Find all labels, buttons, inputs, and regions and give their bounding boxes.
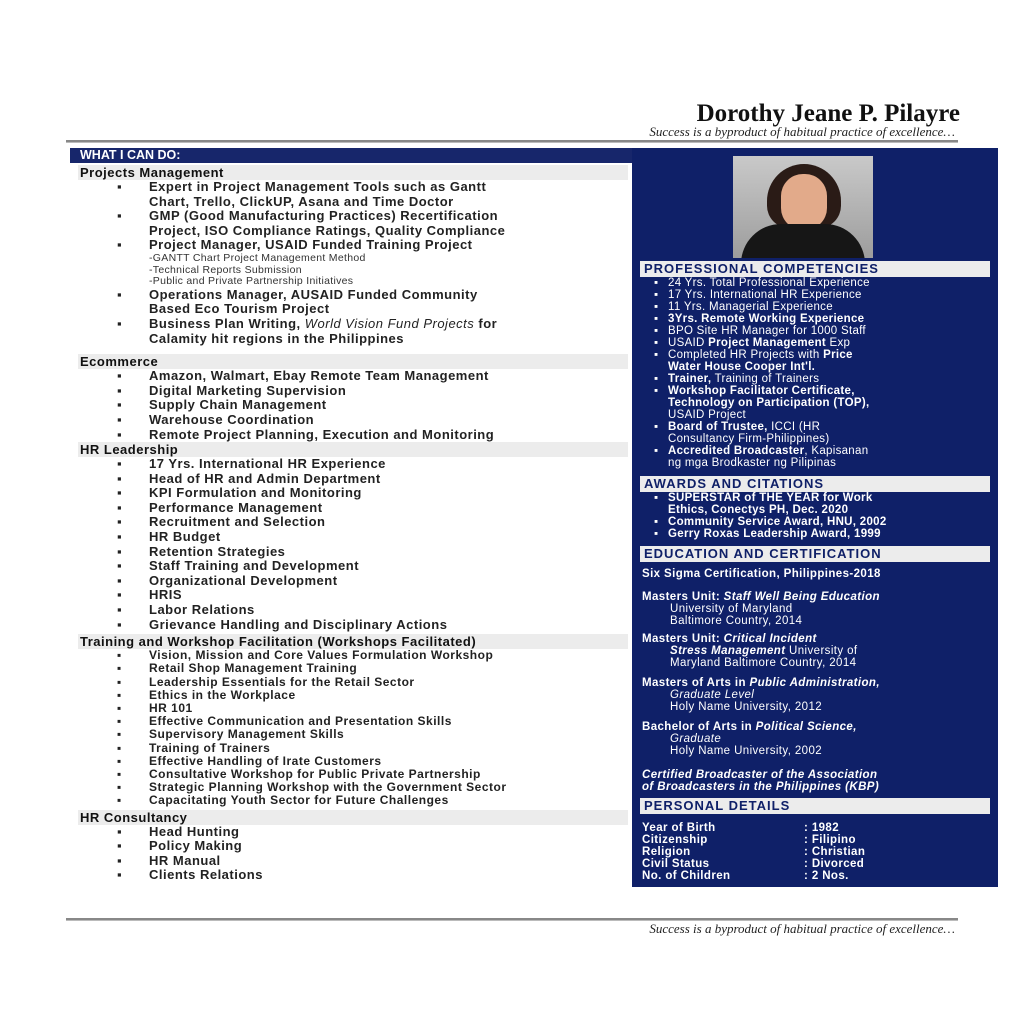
list-item-continued: Consultancy Firm-Philippines) (668, 433, 830, 445)
list-item: ▪ Vision, Mission and Core Values Formulation Workshop (117, 648, 494, 663)
list-item: ▪ Retention Strategies (117, 543, 286, 559)
list-item: ▪ Capacitating Youth Sector for Future Challenges (117, 793, 449, 808)
list-item: ▪ Operations Manager, AUSAID Funded Community (117, 286, 478, 302)
section-heading-hr-leadership: HR Leadership (78, 442, 628, 457)
competencies-list (644, 277, 994, 469)
resume-name: Dorothy Jeane P. Pilayre (696, 100, 960, 127)
list-item: ▪ Remote Project Planning, Execution and Monitoring (117, 426, 495, 442)
list-item: ▪ Effective Handling of Irate Customers (117, 753, 382, 768)
list-item: ▪ Workshop Facilitator Certificate, (654, 385, 855, 397)
list-item-continued: Calamity hit regions in the Philippines (149, 330, 404, 346)
section-heading-training: Training and Workshop Facilitation (Workshops Facilitated) (78, 634, 628, 649)
list-item-continued: ng mga Brodkaster ng Pilipinas (668, 457, 837, 469)
education-item: Six Sigma Certification, Philippines-2018 (642, 568, 881, 580)
list-item: ▪ Expert in Project Management Tools such as Gantt (117, 179, 487, 194)
list-item: ▪ Retail Shop Management Training (117, 661, 358, 676)
list-item: ▪ Trainer, Training of Trainers (654, 373, 820, 385)
list-item: ▪ HRIS (117, 587, 183, 603)
personal-details (642, 822, 982, 882)
detail-row: No. of Children : 2 Nos. (642, 870, 849, 882)
section-heading-projects: Projects Management (78, 165, 628, 180)
list-item: ▪ Head Hunting (117, 823, 240, 839)
profile-panel (632, 148, 998, 887)
list-item: ▪ Warehouse Coordination (117, 411, 315, 427)
consultancy-list (78, 825, 628, 883)
list-item: ▪ Effective Communication and Presentation Skills (117, 714, 452, 729)
list-item: ▪ Digital Marketing Supervision (117, 382, 347, 398)
detail-row: Religion : Christian (642, 846, 866, 858)
header-tagline: Success is a byproduct of habitual practice of excellence… (649, 124, 955, 139)
list-item-continued: Ethics, Conectys PH, Dec. 2020 (668, 504, 849, 516)
list-item: ▪ HR 101 (117, 701, 193, 716)
list-item-continued: Chart, Trello, ClickUP, Asana and Time Doctor (149, 193, 454, 209)
list-item: ▪ Project Manager, USAID Funded Training Project (117, 237, 473, 253)
skills-column (78, 165, 628, 883)
list-item: ▪ KPI Formulation and Monitoring (117, 485, 362, 501)
list-item: ▪ Business Plan Writing, World Vision Fund Projects for (117, 315, 498, 331)
list-item: ▪ Training of Trainers (117, 740, 271, 755)
sub-item: -Public and Private Partnership Initiatives (149, 275, 354, 288)
what-i-can-do-title: WHAT I CAN DO: (70, 148, 632, 163)
list-item-continued: Technology on Participation (TOP), (668, 397, 870, 409)
list-item-continued: Based Eco Tourism Project (149, 301, 330, 317)
section-heading-education: EDUCATION AND CERTIFICATION (640, 546, 990, 562)
list-item: ▪ Head of HR and Admin Department (117, 470, 381, 486)
list-item: ▪ Labor Relations (117, 602, 255, 618)
list-item: ▪ Completed HR Projects with Price (654, 349, 853, 361)
section-heading-competencies: PROFESSIONAL COMPETENCIES (640, 261, 990, 277)
list-item: ▪ Supervisory Management Skills (117, 727, 345, 742)
education-item: Masters Unit: Staff Well Being Education University of Maryland Baltimore Country, 2014 (642, 591, 880, 627)
footer-tagline: Success is a byproduct of habitual practice of excellence… (649, 921, 955, 936)
list-item: ▪ Strategic Planning Workshop with the Government Sector (117, 780, 507, 795)
list-item: ▪ Consultative Workshop for Public Private Partnership (117, 767, 481, 782)
list-item: ▪ Clients Relations (117, 867, 263, 883)
education-item: Masters of Arts in Public Administration, Graduate Level Holy Name University, 2012 (642, 677, 880, 713)
section-heading-personal: PERSONAL DETAILS (640, 798, 990, 814)
list-item: ▪ Policy Making (117, 838, 243, 854)
list-item: ▪ 17 Yrs. International HR Experience (117, 456, 386, 472)
ecommerce-list (78, 369, 628, 442)
list-item: ▪ Recruitment and Selection (117, 514, 326, 530)
detail-row: Year of Birth : 1982 (642, 822, 840, 834)
list-item: ▪ Supply Chain Management (117, 397, 327, 413)
section-heading-hr-consultancy: HR Consultancy (78, 810, 628, 825)
list-item: ▪ BPO Site HR Manager for 1000 Staff (654, 325, 866, 337)
list-item: ▪ Community Service Award, HNU, 2002 (654, 516, 887, 528)
detail-row: Citizenship : Filipino (642, 834, 856, 846)
education-item: Masters Unit: Critical Incident Stress Management University of Maryland Baltimore Country, 2014 (642, 633, 858, 669)
list-item: ▪ Ethics in the Workplace (117, 687, 296, 702)
profile-photo (733, 156, 873, 258)
section-heading-ecommerce: Ecommerce (78, 354, 628, 369)
sub-item: -Technical Reports Submission (149, 263, 302, 276)
list-item-continued: USAID Project (668, 409, 747, 421)
detail-row: Civil Status : Divorced (642, 858, 865, 870)
training-list (78, 649, 628, 807)
awards-list (644, 492, 994, 540)
list-item: ▪ 17 Yrs. International HR Experience (654, 289, 862, 301)
list-item: ▪ Staff Training and Development (117, 558, 360, 574)
list-item: ▪ HR Budget (117, 529, 221, 545)
list-item: ▪ Grievance Handling and Disciplinary Actions (117, 616, 448, 632)
list-item: ▪ Board of Trustee, ICCI (HR (654, 421, 821, 433)
section-heading-awards: AWARDS AND CITATIONS (640, 476, 990, 492)
sub-item: -GANTT Chart Project Management Method (149, 251, 366, 264)
list-item: ▪ 3Yrs. Remote Working Experience (654, 313, 865, 325)
list-item: ▪ 11 Yrs. Managerial Experience (654, 301, 833, 313)
education-item: Certified Broadcaster of the Association of Broadcasters in the Philippines (KBP) (642, 769, 880, 793)
list-item: ▪ Leadership Essentials for the Retail Sector (117, 674, 415, 689)
list-item: ▪ Amazon, Walmart, Ebay Remote Team Management (117, 368, 489, 384)
list-item: ▪ Gerry Roxas Leadership Award, 1999 (654, 528, 881, 540)
list-item-continued: Water House Cooper Int'l. (668, 361, 816, 373)
education-item: Bachelor of Arts in Political Science, Graduate Holy Name University, 2002 (642, 721, 857, 757)
list-item: ▪ SUPERSTAR of THE YEAR for Work (654, 492, 873, 504)
list-item: ▪ Performance Management (117, 499, 323, 515)
list-item: ▪ HR Manual (117, 852, 221, 868)
header-divider (66, 140, 958, 143)
list-item: ▪ GMP (Good Manufacturing Practices) Recertification (117, 208, 499, 224)
list-item-continued: Project, ISO Compliance Ratings, Quality Compliance (149, 222, 506, 238)
list-item: ▪ 24 Yrs. Total Professional Experience (654, 277, 870, 289)
hr-leadership-list (78, 457, 628, 632)
list-item: ▪ Accredited Broadcaster, Kapisanan (654, 445, 869, 457)
list-item: ▪ USAID Project Management Exp (654, 337, 851, 349)
list-item: ▪ Organizational Development (117, 572, 338, 588)
